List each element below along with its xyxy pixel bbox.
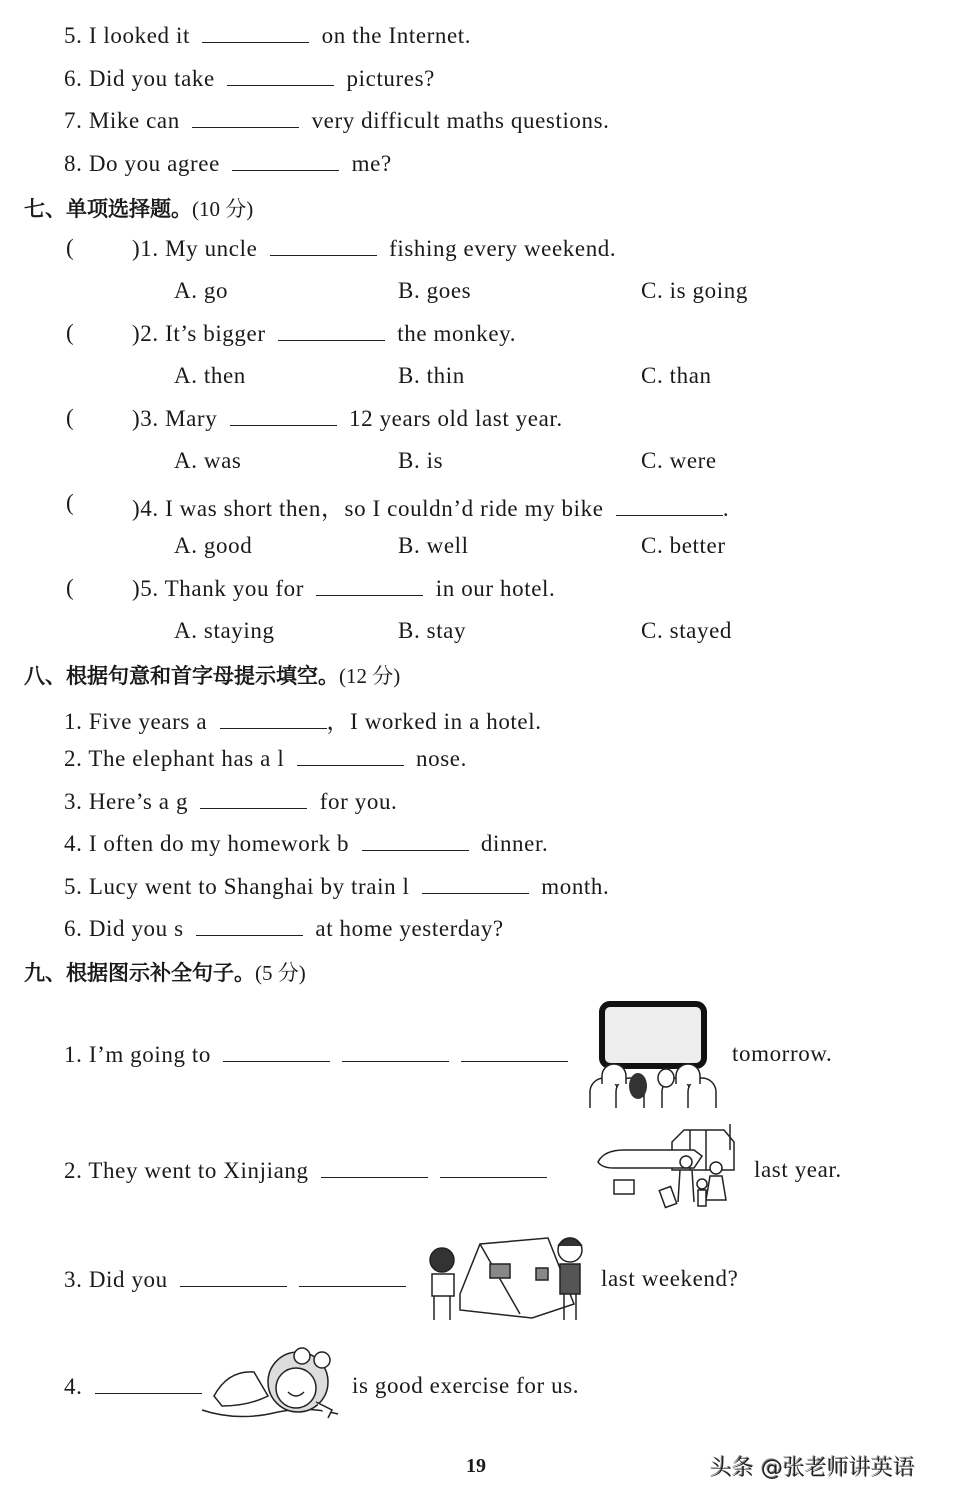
item-text: nose.	[416, 746, 467, 771]
page-number: 19	[466, 1455, 486, 1477]
answer-blank[interactable]	[321, 1157, 428, 1178]
fill-in-item	[64, 703, 542, 736]
question-text: in our hotel.	[435, 576, 556, 601]
answer-blank[interactable]	[278, 320, 385, 341]
answer-blank[interactable]	[220, 708, 327, 729]
fill-in-item	[64, 22, 471, 49]
option-b[interactable]: B. goes	[398, 278, 472, 303]
answer-blank[interactable]	[270, 235, 377, 256]
section-points: (10 分)	[192, 197, 254, 221]
option-c[interactable]: C. than	[641, 363, 712, 388]
cinema-picture	[588, 1000, 720, 1110]
answer-blank[interactable]	[192, 107, 299, 128]
answer-blank[interactable]	[230, 405, 337, 426]
answer-paren[interactable]: (	[66, 320, 74, 345]
section-points: (12 分)	[339, 664, 401, 688]
choice-question	[132, 490, 729, 523]
answer-blank[interactable]	[362, 830, 469, 851]
fill-in-item	[64, 150, 392, 177]
section-points: (5 分)	[255, 961, 306, 985]
item-number: 6.	[64, 66, 83, 91]
question-number: )4.	[132, 496, 159, 521]
item-text: last year.	[754, 1157, 842, 1182]
option-c[interactable]: C. were	[641, 448, 717, 473]
answer-blank[interactable]	[440, 1157, 547, 1178]
item-number: 8.	[64, 151, 83, 176]
item-text: at home yesterday?	[315, 916, 504, 941]
item-text: last weekend?	[601, 1266, 739, 1291]
item-text: me?	[351, 151, 392, 176]
section-heading	[24, 193, 253, 223]
item-number: 4.	[64, 831, 83, 856]
answer-paren[interactable]: (	[66, 490, 74, 515]
item-number: 5.	[64, 874, 83, 899]
fill-in-item	[64, 65, 435, 92]
question-text: 12 years old last year.	[349, 406, 563, 431]
question-number: )5.	[132, 576, 159, 601]
item-text: They went to Xinjiang	[88, 1158, 309, 1183]
item-text: Mike can	[88, 108, 180, 133]
answer-blank[interactable]	[461, 1041, 568, 1062]
item-number: 1.	[64, 1042, 83, 1067]
item-text: Do you agree	[88, 151, 220, 176]
section-title: 七、单项选择题。	[24, 197, 192, 221]
question-text: .	[722, 496, 730, 521]
swimming-boy-picture	[198, 1340, 346, 1424]
fill-in-item	[64, 107, 610, 134]
choice-question	[132, 405, 563, 432]
section-heading	[24, 957, 306, 987]
item-text: Did you	[88, 1267, 168, 1292]
watermark: 头条 @张老师讲英语	[710, 1456, 915, 1481]
answer-blank[interactable]	[196, 915, 303, 936]
question-number: )1.	[132, 236, 159, 261]
option-a[interactable]: A. good	[174, 533, 253, 558]
item-text: Did you s	[88, 916, 184, 941]
fill-in-item	[64, 830, 548, 857]
item-number: 2.	[64, 1158, 83, 1183]
answer-blank[interactable]	[297, 745, 404, 766]
option-a[interactable]: A. then	[174, 363, 246, 388]
answer-blank[interactable]	[316, 575, 423, 596]
picture-item	[64, 1157, 553, 1184]
question-text: Mary	[165, 406, 218, 431]
question-number: )2.	[132, 321, 159, 346]
item-text: Did you take	[88, 66, 215, 91]
item-text: on the Internet.	[321, 23, 472, 48]
option-b[interactable]: B. stay	[398, 618, 467, 643]
item-text: Here’s a g	[88, 789, 189, 814]
question-text: the monkey.	[397, 321, 517, 346]
answer-paren[interactable]: (	[66, 405, 74, 430]
option-c[interactable]: C. better	[641, 533, 726, 558]
section-title: 八、根据句意和首字母提示填空。	[24, 664, 339, 688]
option-a[interactable]: A. go	[174, 278, 229, 303]
item-number: 4.	[64, 1374, 83, 1399]
answer-blank[interactable]	[232, 150, 339, 171]
picture-item	[64, 1373, 208, 1400]
item-text: very difficult maths questions.	[311, 108, 610, 133]
answer-blank[interactable]	[202, 22, 309, 43]
item-text: dinner.	[480, 831, 549, 856]
answer-blank[interactable]	[616, 495, 723, 516]
picture-item	[64, 1266, 412, 1293]
section-title: 九、根据图示补全句子。	[24, 961, 255, 985]
item-text: month.	[541, 874, 610, 899]
item-text: tomorrow.	[732, 1041, 833, 1066]
question-text: I was short then，so I couldn’d ride my bike	[165, 496, 604, 521]
item-text: ，I worked in a hotel.	[326, 709, 542, 734]
question-text: Thank you for	[164, 576, 305, 601]
option-a[interactable]: A. staying	[174, 618, 275, 643]
item-text: pictures?	[346, 66, 435, 91]
answer-paren[interactable]: (	[66, 235, 74, 260]
item-text: I often do my homework b	[88, 831, 350, 856]
answer-blank[interactable]	[200, 788, 307, 809]
camping-tent-picture	[424, 1234, 594, 1326]
option-b[interactable]: B. well	[398, 533, 469, 558]
answer-blank[interactable]	[227, 65, 334, 86]
item-text: I looked it	[88, 23, 190, 48]
fill-in-item	[64, 915, 504, 942]
option-c[interactable]: C. is going	[641, 278, 748, 303]
question-text: It’s bigger	[165, 321, 266, 346]
item-number: 1.	[64, 709, 83, 734]
fill-in-item	[64, 745, 467, 772]
fill-in-item	[64, 873, 609, 900]
item-text: The elephant has a l	[88, 746, 285, 771]
item-number: 5.	[64, 23, 83, 48]
airplane-travel-picture	[594, 1122, 744, 1218]
option-a[interactable]: A. was	[174, 448, 242, 473]
answer-blank[interactable]	[422, 873, 529, 894]
item-text: Lucy went to Shanghai by train l	[88, 874, 410, 899]
question-text: fishing every weekend.	[389, 236, 617, 261]
section-heading	[24, 660, 400, 690]
answer-blank[interactable]	[223, 1041, 330, 1062]
question-number: )3.	[132, 406, 159, 431]
item-number: 2.	[64, 746, 83, 771]
item-text: is good exercise for us.	[352, 1373, 580, 1398]
item-number: 7.	[64, 108, 83, 133]
option-b[interactable]: B. thin	[398, 363, 465, 388]
item-text: for you.	[319, 789, 398, 814]
option-c[interactable]: C. stayed	[641, 618, 732, 643]
item-number: 6.	[64, 916, 83, 941]
item-number: 3.	[64, 789, 83, 814]
picture-item	[64, 1041, 574, 1068]
item-text: I’m going to	[88, 1042, 212, 1067]
answer-paren[interactable]: (	[66, 575, 74, 600]
choice-question	[132, 320, 516, 347]
question-text: My uncle	[165, 236, 258, 261]
answer-blank[interactable]	[342, 1041, 449, 1062]
option-b[interactable]: B. is	[398, 448, 444, 473]
answer-blank[interactable]	[95, 1373, 202, 1394]
item-number: 3.	[64, 1267, 83, 1292]
item-text: Five years a	[88, 709, 208, 734]
answer-blank[interactable]	[180, 1266, 287, 1287]
answer-blank[interactable]	[299, 1266, 406, 1287]
choice-question	[132, 235, 616, 262]
choice-question	[132, 575, 555, 602]
fill-in-item	[64, 788, 397, 815]
